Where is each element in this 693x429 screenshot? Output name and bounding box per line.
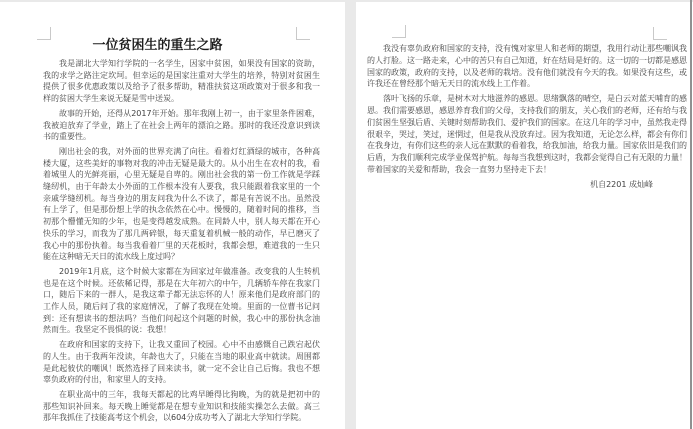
page-1[interactable] (0, 2, 345, 429)
page-1-text-column (43, 38, 320, 427)
window-edge-line (690, 0, 692, 429)
paragraph[interactable]: 故事的开始，还得从2017年开始。那年我刚上初一，由于家里条件困难，我被迫放弃了学业，踏上了在社会上两年的漂泊之路。那时的我还没意识到读书的重要性。 (43, 108, 320, 142)
paragraph[interactable]: 我是湖北大学知行学院的一名学生，因家中贫困，如果没有国家的资助，我的求学之路注定坎坷。但幸运的是国家注重对大学生的培养，特别对贫困生提供了很多优惠政策以及给予了很多帮助，精准扶贫这项政策对于很多和我一样的贫困大学生来说无疑是雪中送炭。 (43, 59, 320, 104)
document-title[interactable]: 一位贫困生的重生之路 (92, 38, 223, 53)
paragraph[interactable]: 落叶飞扬的乐章，是树木对大地滋养的感恩。思绪飘落的晴空，是白云对蓝天哺育的感恩。我们需要感恩，感恩养育我们的父母，支持我们的朋友，关心我们的老师，还有给与我们贫困生坚强后盾、关键时刻帮助我们、爱护我们的国家。在这几年的学习中，虽然我走得很艰辛，哭过，笑过，迷惘过，但是我从没放弃过。因为我知道，无论怎么样，都会有你们在我身边，有你们这些的亲人远在默默的看着我，给我加油，给我力量。国家依旧是我们的后盾，为我们顺利完成学业保驾护航。每每当我想到这时，我都会觉得自己有无限的力量！带着国家的关爱和帮助，我会一直努力坚持走下去！ (367, 94, 687, 174)
paragraph[interactable]: 在政府和国家的支持下，让我又重回了校园。心中不由感慨自己跌宕起伏的人生。由于我两年没读，年龄也大了，只能在当地的职业高中就读。周围都是此起彼伏的嘲讽！既然选择了回来读书，就一定不会让自己后悔。我也不想辜负政府的付出，和家里人的支持。 (43, 340, 320, 385)
margin-crop-mark-top-left (392, 25, 406, 38)
margin-crop-mark-top-right (653, 27, 667, 40)
page-2-text-column (367, 43, 687, 199)
paragraph[interactable]: 在职业高中的三年，我每天都起的比鸡早睡得比狗晚，为的就是把初中的那些知识补回来。每天晚上睡觉都是在想专业知识和技能实操怎么去做。高三那年我抓住了技能高考这个机会，以604分成功考入了湖北大学知行学院。 (43, 389, 320, 423)
paragraph[interactable]: 2019年1月底，这个时候大家都在为回家过年做准备。改变我的人生转机也是在这个时候。还依稀记得，那是在大年初六的中午，几辆轿车停在我家门口，随后下来的一群人，是我这辈子都无法忘怀的人！原来他们是政府部门的工作人员，随后问了我的家庭情况，了解了我现在处境。里面的一位曹书记问到：还有想读书的想法吗？当他们问起这个问题的时候，我心中的那份执念油然而生。我坚定不畏惧的说：我想！ (43, 266, 320, 335)
page-2[interactable] (356, 2, 693, 429)
author-signature[interactable]: 机自2201 成灿峰 (590, 179, 653, 189)
paragraph[interactable]: 我没有辜负政府和国家的支持，没有愧对家里人和老师的期望，我用行动让那些嘲讽我的人打脸。这一路走来，心中的苦只有自己知道，好在结局是好的。这一切的一切都是感恩国家的政策，政府的支持，以及老师的栽培。没有他们就没有今天的我。如果没有这些，或许我还在曾经那个暗无天日的流水线上工作着。 (367, 44, 687, 89)
paragraph[interactable]: 刚出社会的我，对外面的世界充满了向往。看着灯红酒绿的城市，各种高楼大厦，这些美好的事物对我的冲击无疑是最大的。从小出生在农村的我，看着城里人的光鲜亮丽，心里无疑是自卑的。刚出社会我的第一份工作就是学踩缝纫机，由于年龄太小外面的工作根本没有人要我，我只能跟着我家里的一个亲戚学缝纫机。每当身边的朋友问我为什么不读了，都是有苦说不出。虽然没有上学了，但是那份想上学的执念依然在心中。慢慢的，随着时间的推移，当初那个懵懂无知的少年，也是变得越发成熟。在同龄人中，别人每天都在开心快乐的学习，而我为了那几两碎银，每天重复着机械一般的动作，早已磨灭了我心中的那份执着。每当我看着厂里的天花板时，我都会想，难道我的一生只能在这种暗无天日的流水线上度过吗？ (43, 146, 320, 262)
